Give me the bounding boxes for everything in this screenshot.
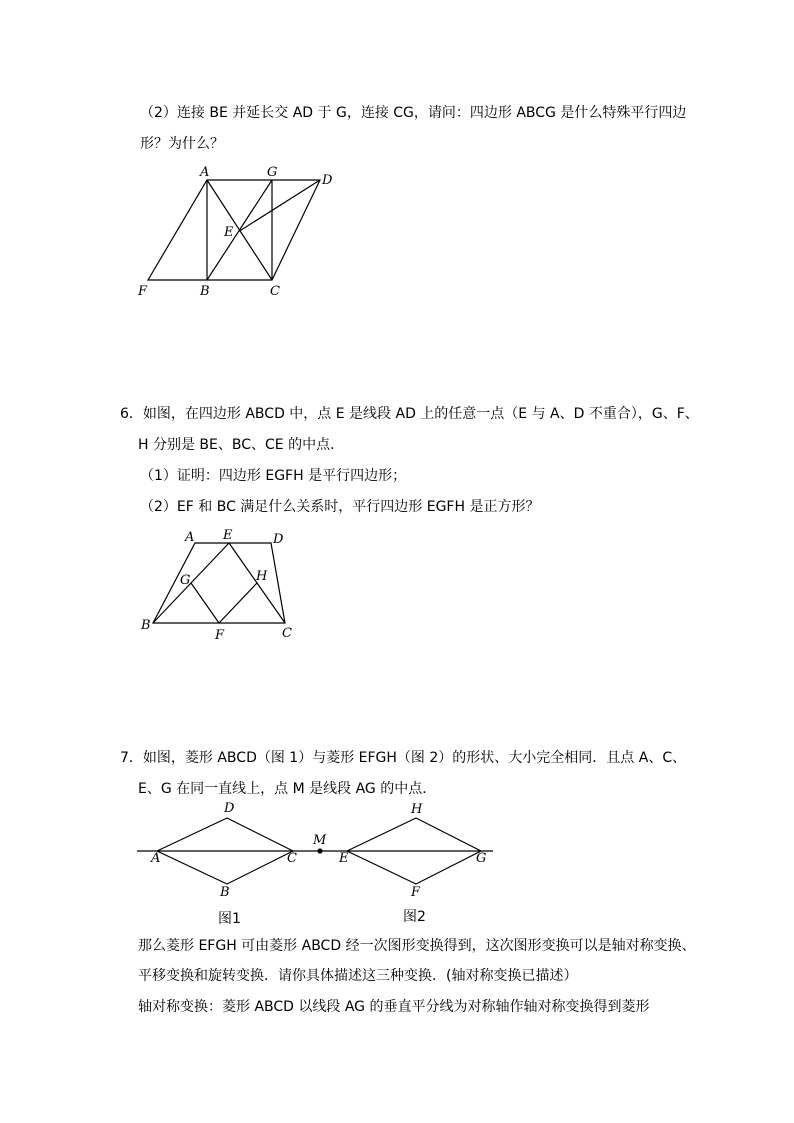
q6-label-H: H [256,569,268,584]
q5-label-A: A [200,165,210,180]
q5-label-C: C [270,284,280,299]
q6-segment-GF [191,583,219,623]
q7-label-B: B [220,885,230,900]
q6-label-E: E [223,528,233,543]
q5-label-F: F [138,284,148,299]
q7-line4: 平移变换和旋转变换．请你具体描述这三种变换．(轴对称变换已描述） [138,968,578,984]
q5-label-B: B [200,284,210,299]
q5-label-D: D [322,173,333,188]
q7-caption-figure1: 图1 [218,911,241,927]
q6-line2: H 分别是 BE、BC、CE 的中点． [138,437,345,453]
q5-part2-line2: 形？为什么？ [140,136,224,152]
q6-label-B: B [141,618,151,633]
q5-parallelogram-outline [148,180,320,280]
q7-line1: 7．如图，菱形 ABCD（图 1）与菱形 EFGH（图 2）的形状、大小完全相同．且点 A、C、 [120,750,687,766]
q7-line5: 轴对称变换：菱形 ABCD 以线段 AG 的垂直平分线为对称轴作轴对称变换得到菱形 [138,999,650,1015]
q5-figure [130,160,350,305]
q6-label-G: G [180,573,191,588]
q6-line1: 6．如图，在四边形 ABCD 中，点 E 是线段 AD 上的任意一点（E 与 A、D 不重合），G、F、 [120,406,699,422]
q7-label-C: C [287,851,297,866]
q7-label-G: G [476,851,487,866]
q5-part2-line1: （2）连接 BE 并延长交 AD 于 G，连接 CG，请问：四边形 ABCG 是什么特殊平行四边 [140,105,687,121]
q6-part1: （1）证明：四边形 EGFH 是平行四边形； [140,468,407,484]
q6-label-A: A [185,530,195,545]
q7-figure [135,800,505,930]
q6-label-F: F [215,628,225,643]
q7-label-M: M [313,833,327,848]
q7-label-A: A [151,851,161,866]
q6-figure [135,525,315,650]
q7-label-E: E [339,851,349,866]
q7-label-H: H [411,802,423,817]
q7-label-D: D [224,801,235,816]
q6-part2: （2）EF 和 BC 满足什么关系时，平行四边形 EGFH 是正方形？ [140,499,540,515]
q6-segment-FH [219,583,257,623]
q5-label-G: G [267,165,278,180]
q7-line3: 那么菱形 EFGH 可由菱形 ABCD 经一次图形变换得到，这次图形变换可以是轴对称变换、 [138,938,696,954]
q6-label-D: D [273,532,284,547]
q7-line2: E、G 在同一直线上，点 M 是线段 AG 的中点． [138,781,437,797]
q6-label-C: C [282,626,292,641]
q7-label-F: F [411,885,421,900]
q7-caption-figure2: 图2 [403,909,426,925]
q5-label-E: E [224,225,234,240]
q7-point-M [317,848,322,853]
